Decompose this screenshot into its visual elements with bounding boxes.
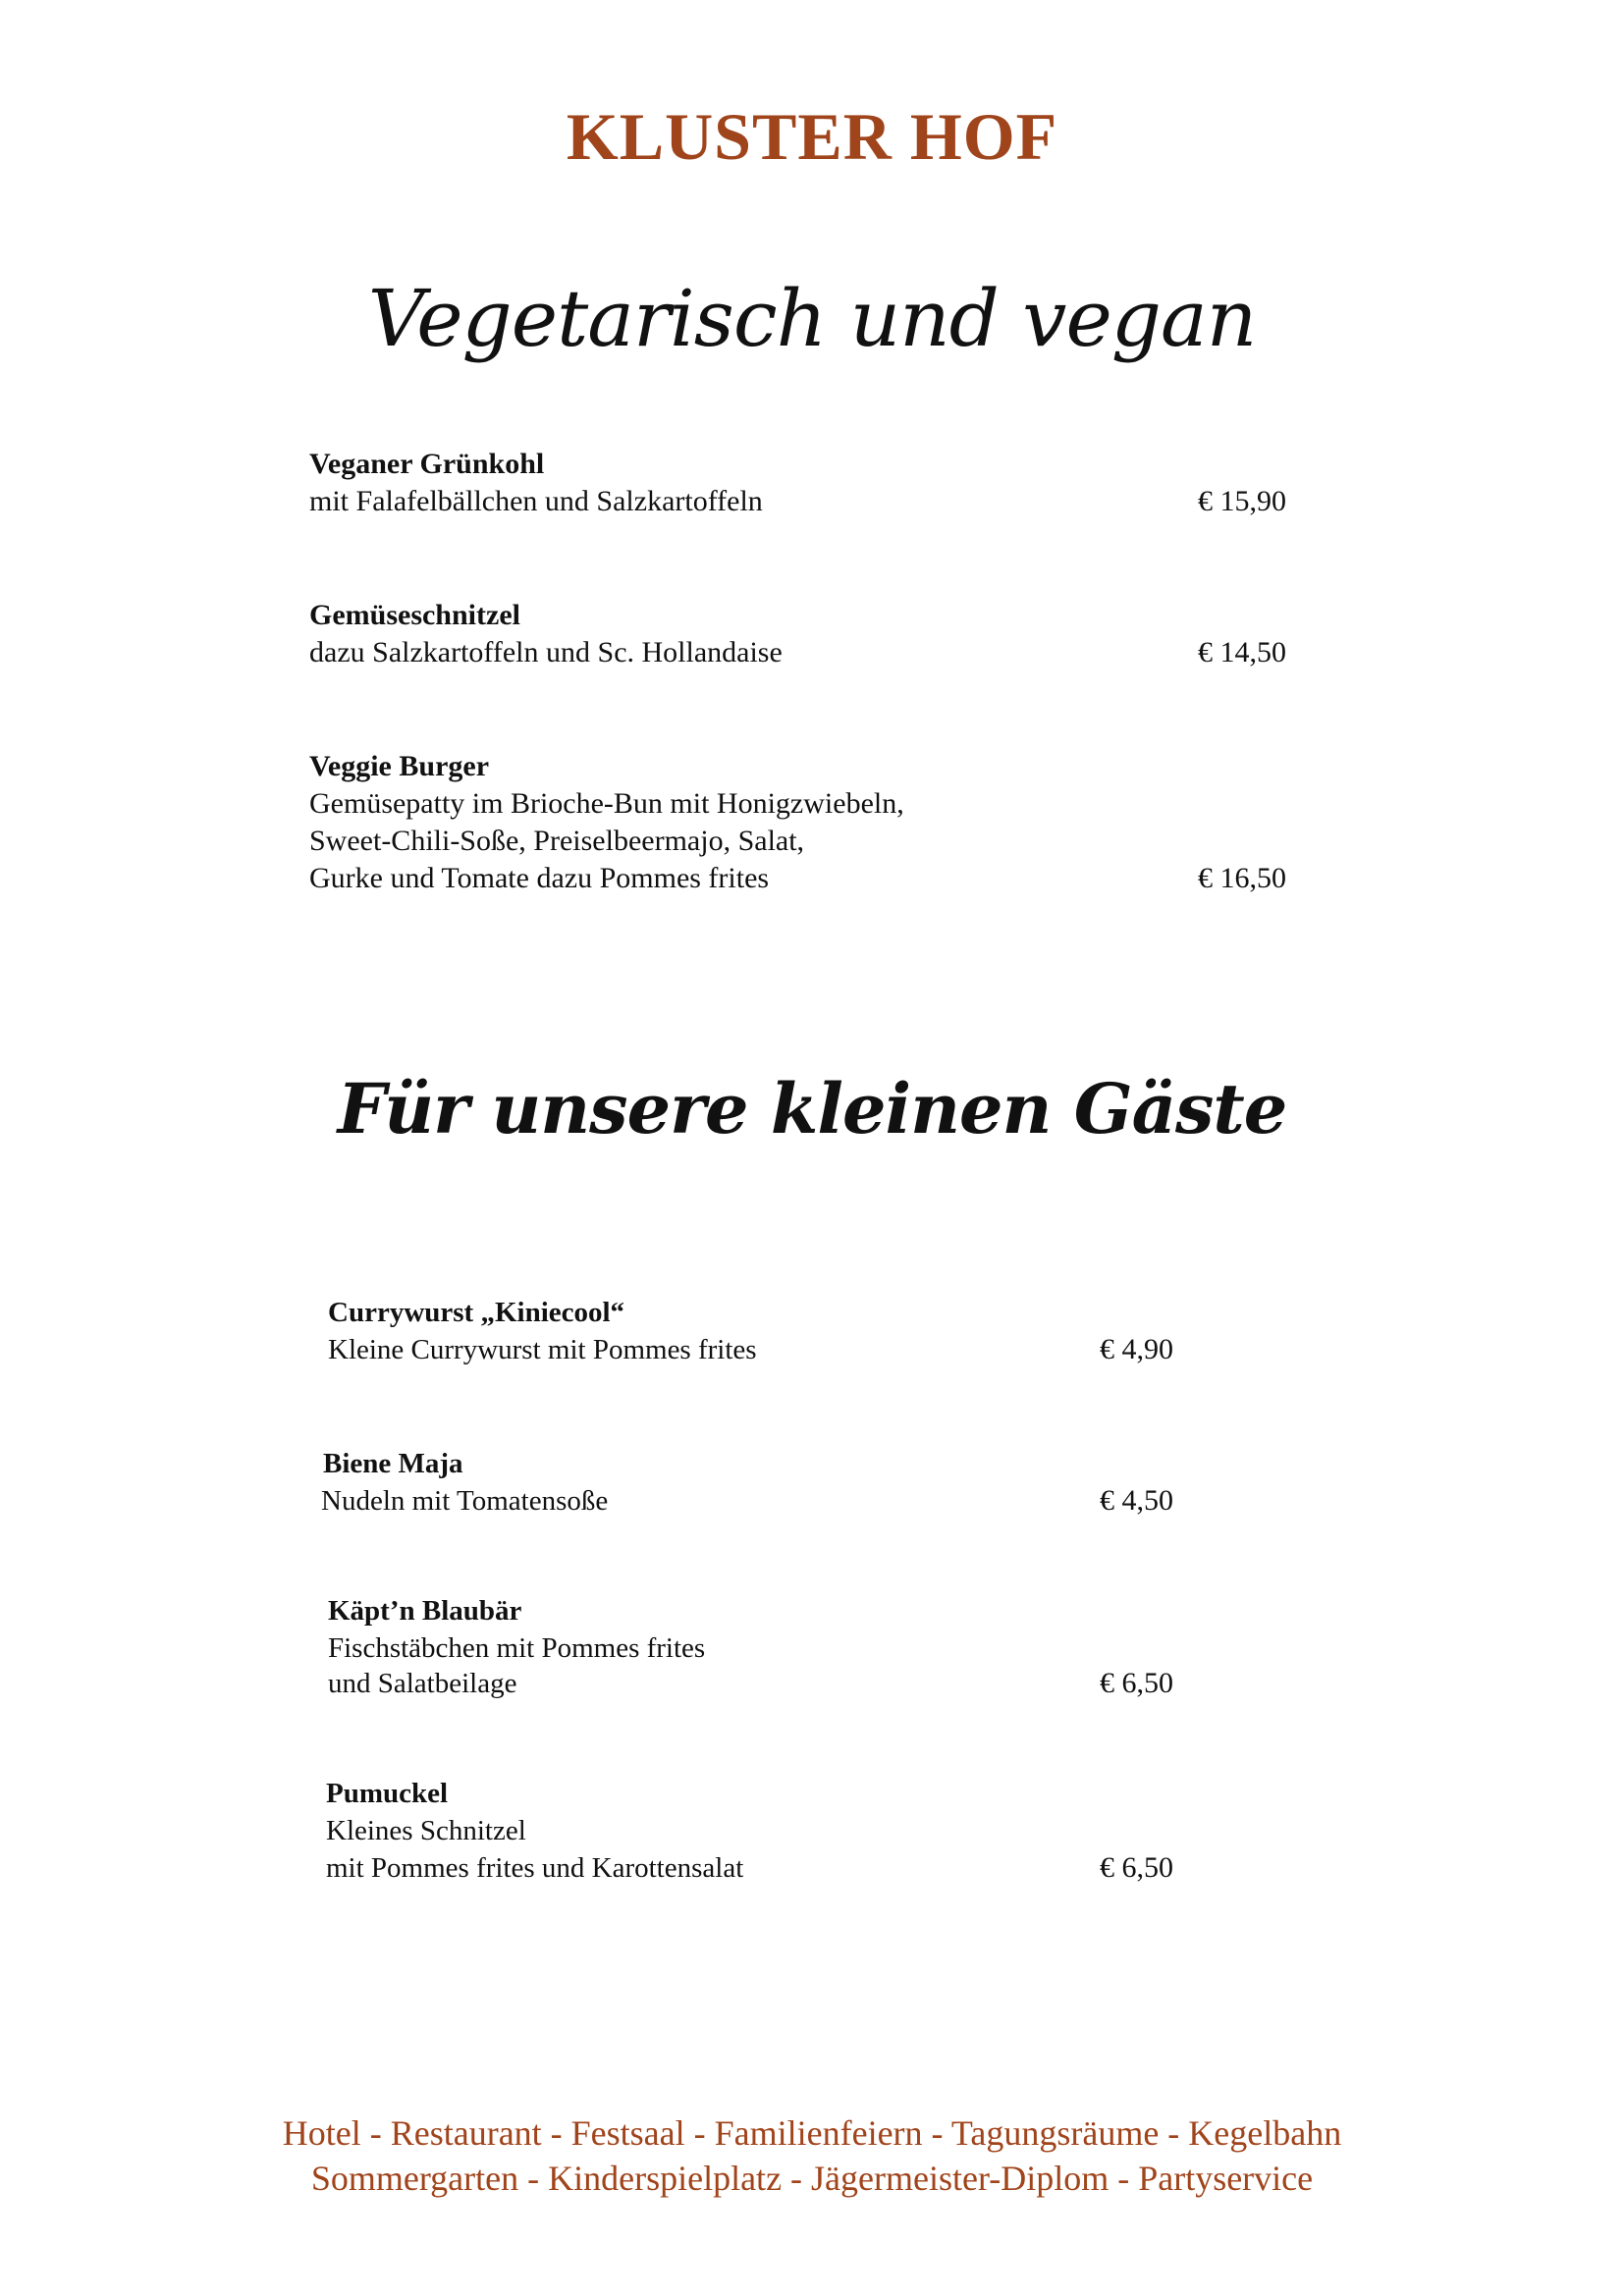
item-price: € 14,50 — [1198, 636, 1286, 668]
item-description: dazu Salzkartoffeln und Sc. Hollandaise — [309, 636, 783, 668]
item-description: mit Pommes frites und Karottensalat — [326, 1852, 744, 1884]
item-name: Veggie Burger — [309, 750, 490, 782]
item-description: Kleine Currywurst mit Pommes frites — [328, 1334, 757, 1365]
section-title-kids: Für unsere kleinen Gäste — [337, 1068, 1287, 1149]
section-title-vegetarian: Vegetarisch und vegan — [367, 273, 1257, 364]
item-description: mit Falafelbällchen und Salzkartoffeln — [309, 485, 763, 517]
item-description: Gurke und Tomate dazu Pommes frites — [309, 862, 770, 894]
item-description: Sweet-Chili-Soße, Preiselbeermajo, Salat, — [309, 825, 805, 857]
item-name: Biene Maja — [323, 1448, 463, 1479]
item-price: € 4,50 — [1100, 1484, 1173, 1517]
item-description: Kleines Schnitzel — [326, 1815, 526, 1846]
item-price: € 6,50 — [1100, 1667, 1173, 1699]
item-name: Pumuckel — [326, 1778, 449, 1809]
item-price: € 4,90 — [1100, 1333, 1173, 1365]
item-price: € 6,50 — [1100, 1851, 1173, 1884]
item-description: Nudeln mit Tomatensoße — [321, 1485, 609, 1517]
footer-services-line-1: Hotel - Restaurant - Festsaal - Familienfeiern - Tagungsräume - Kegelbahn — [282, 2113, 1342, 2153]
item-name: Käpt’n Blaubär — [328, 1595, 522, 1627]
item-description: und Salatbeilage — [328, 1668, 517, 1699]
item-price: € 16,50 — [1198, 862, 1286, 894]
item-name: Currywurst „Kiniecool“ — [328, 1297, 625, 1328]
item-description: Fischstäbchen mit Pommes frites — [328, 1632, 706, 1664]
item-name: Veganer Grünkohl — [309, 448, 545, 480]
brand-title: KLUSTER HOF — [566, 99, 1058, 174]
item-name: Gemüseschnitzel — [309, 599, 520, 631]
footer-services-line-2: Sommergarten - Kinderspielplatz - Jägermeister-Diplom - Partyservice — [310, 2159, 1314, 2198]
item-description: Gemüsepatty im Brioche-Bun mit Honigzwiebeln, — [309, 787, 904, 820]
item-price: € 15,90 — [1198, 485, 1286, 517]
